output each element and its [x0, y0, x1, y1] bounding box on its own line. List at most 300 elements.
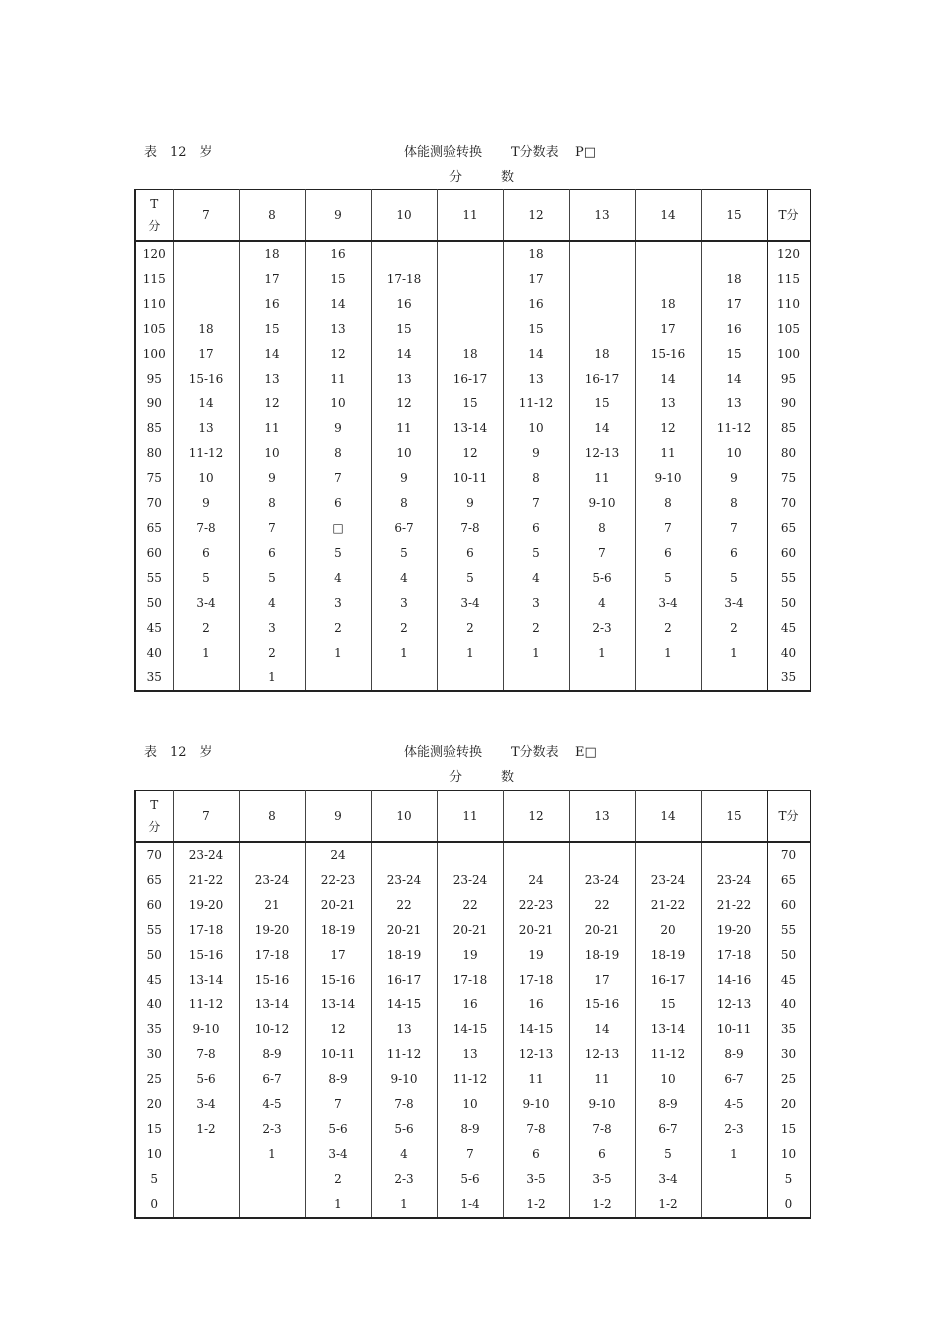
table-cell: 11-12: [437, 1067, 503, 1092]
table-row: [135, 616, 810, 641]
table-cell: [305, 665, 371, 691]
table-cell: 5-6: [569, 566, 635, 591]
table-cell: 20-21: [437, 918, 503, 943]
table-cell: 14: [503, 342, 569, 367]
row-t-score: 120: [135, 241, 173, 267]
row-t-score-right: 95: [780, 371, 797, 386]
table-cell: 11: [371, 416, 437, 441]
table-cell: 18-19: [569, 943, 635, 968]
table-cell: 24: [305, 842, 371, 868]
table-cell: 3-4: [701, 591, 767, 616]
table-cell: 16-17: [437, 367, 503, 392]
table-cell: 16: [305, 241, 371, 267]
row-t-score: 40: [135, 641, 173, 666]
table-cell: 14: [701, 367, 767, 392]
table-cell: 11: [239, 416, 305, 441]
table-cell: 1: [701, 1142, 767, 1167]
header-column-15: 15: [701, 190, 767, 242]
table-cell: 7: [701, 516, 767, 541]
table-cell: 6: [503, 516, 569, 541]
row-t-score-right: 85: [780, 421, 797, 436]
table-cell: [701, 241, 767, 267]
table-cell: 2: [635, 616, 701, 641]
table-cell: 10-11: [305, 1042, 371, 1067]
caption-sub: 分 数: [449, 770, 515, 785]
table-cell: 19-20: [701, 918, 767, 943]
row-t-score: 65: [135, 868, 173, 893]
table-cell: 17: [503, 267, 569, 292]
table-cell: 14-15: [437, 1017, 503, 1042]
table-cell: 7: [503, 491, 569, 516]
table-row: [135, 918, 810, 943]
table-cell: 15: [569, 391, 635, 416]
row-t-score: 20: [135, 1092, 173, 1117]
table-cell: 2: [701, 616, 767, 641]
table-cell: 14: [569, 416, 635, 441]
table-cell: 21-22: [635, 893, 701, 918]
row-t-score-right: 80: [780, 446, 797, 461]
caption-code: E□: [575, 745, 597, 760]
row-t-score: 80: [135, 441, 173, 466]
table-cell: 10-11: [437, 466, 503, 491]
table-cell: [173, 665, 239, 691]
table-row: [135, 665, 810, 691]
row-t-score: 60: [135, 541, 173, 566]
table-cell: [239, 1192, 305, 1218]
table-cell: 2-3: [239, 1117, 305, 1142]
table-cell: 6: [437, 541, 503, 566]
table-cell: 9: [173, 491, 239, 516]
table-cell: 1: [239, 1142, 305, 1167]
table-cell: 17-18: [239, 943, 305, 968]
table-cell: 6: [569, 1142, 635, 1167]
table-cell: [701, 1192, 767, 1218]
row-t-score-right: 5: [784, 1171, 793, 1186]
table-cell: 11: [305, 367, 371, 392]
table-cell: 12: [305, 342, 371, 367]
conversion-table-e: [134, 790, 811, 1219]
table-cell: 9: [371, 466, 437, 491]
table-cell: 9-10: [569, 491, 635, 516]
table-cell: 5: [503, 541, 569, 566]
table-cell: [569, 317, 635, 342]
table-cell: 17: [569, 968, 635, 993]
header-column-9: 9: [305, 190, 371, 242]
conversion-table-p: [134, 189, 811, 692]
table-cell: 11-12: [173, 441, 239, 466]
table-cell: 8: [239, 491, 305, 516]
table-cell: 1: [173, 641, 239, 666]
row-t-score: 55: [135, 918, 173, 943]
table-cell: 22: [569, 893, 635, 918]
header-t-score-right: T分: [767, 791, 810, 843]
table-cell: 15: [371, 317, 437, 342]
table-cell: 16-17: [569, 367, 635, 392]
table-cell: 6: [635, 541, 701, 566]
row-t-score: 85: [135, 416, 173, 441]
table-cell: 11: [503, 1067, 569, 1092]
table-cell: 12: [305, 1017, 371, 1042]
row-t-score-right: 50: [780, 595, 797, 610]
row-t-score-right: 45: [780, 620, 797, 635]
table-cell: [437, 317, 503, 342]
table-cell: 10: [503, 416, 569, 441]
table-cell: 16-17: [371, 968, 437, 993]
table-row: [135, 992, 810, 1017]
table-cell: 18: [173, 317, 239, 342]
table-cell: 15: [305, 267, 371, 292]
table-cell: 9: [503, 441, 569, 466]
header-column-11: 11: [437, 190, 503, 242]
table-cell: 12: [371, 391, 437, 416]
table-cell: 11-12: [173, 992, 239, 1017]
table-cell: 12-13: [503, 1042, 569, 1067]
table-cell: 8: [371, 491, 437, 516]
row-t-score-right: 25: [780, 1072, 797, 1087]
table-cell: 24: [503, 868, 569, 893]
table-row: [135, 541, 810, 566]
table-cell: 5-6: [305, 1117, 371, 1142]
table-cell: 19-20: [173, 893, 239, 918]
table-cell: 1: [371, 1192, 437, 1218]
table-cell: 23-24: [635, 868, 701, 893]
table-cell: 13-14: [437, 416, 503, 441]
table-cell: 8: [635, 491, 701, 516]
table-cell: 18: [503, 241, 569, 267]
row-t-score-right: 35: [780, 1022, 797, 1037]
table-cell: 14-15: [503, 1017, 569, 1042]
table-cell: 1-2: [569, 1192, 635, 1218]
table-cell: 16: [371, 292, 437, 317]
table-cell: 12: [635, 416, 701, 441]
row-t-score: 45: [135, 616, 173, 641]
table-cell: 1-2: [503, 1192, 569, 1218]
table-cell: 17-18: [503, 968, 569, 993]
table-cell: 14: [305, 292, 371, 317]
table-row: [135, 416, 810, 441]
table-cell: 2-3: [701, 1117, 767, 1142]
table-cell: 6: [305, 491, 371, 516]
table-cell: 7: [437, 1142, 503, 1167]
header-score-label: 分: [148, 820, 161, 834]
table-row: [135, 1042, 810, 1067]
table-cell: 12: [437, 441, 503, 466]
row-t-score: 70: [135, 842, 173, 868]
table-row: [135, 566, 810, 591]
table-cell: 13: [173, 416, 239, 441]
header-column-12: 12: [503, 190, 569, 242]
table-cell: 17-18: [173, 918, 239, 943]
table-cell: 6: [503, 1142, 569, 1167]
table-cell: 4: [503, 566, 569, 591]
table-cell: [371, 241, 437, 267]
table-row: [135, 367, 810, 392]
table-cell: 6-7: [635, 1117, 701, 1142]
table-cell: 17-18: [371, 267, 437, 292]
table-cell: 1-2: [173, 1117, 239, 1142]
header-column-7: 7: [173, 190, 239, 242]
table-cell: 20-21: [569, 918, 635, 943]
table-cell: 3-4: [305, 1142, 371, 1167]
row-t-score-right: 40: [780, 645, 797, 660]
table-cell: 2: [503, 616, 569, 641]
table-cell: 12: [239, 391, 305, 416]
table-cell: 1: [305, 1192, 371, 1218]
caption-t-table: T分数表: [511, 745, 559, 760]
table-cell: [239, 842, 305, 868]
table-cell: [173, 1167, 239, 1192]
table-cell: 13-14: [305, 992, 371, 1017]
header-column-11: 11: [437, 791, 503, 843]
table-cell: 6-7: [239, 1067, 305, 1092]
table-cell: 15: [503, 317, 569, 342]
table-cell: 18: [635, 292, 701, 317]
table-row: [135, 267, 810, 292]
table-cell: 17: [305, 943, 371, 968]
table-cell: 11-12: [635, 1042, 701, 1067]
caption-left: 表 12 岁: [144, 745, 213, 760]
table-cell: 9-10: [569, 1092, 635, 1117]
table-cell: [569, 241, 635, 267]
table-cell: 13: [371, 1017, 437, 1042]
table-cell: 7: [305, 1092, 371, 1117]
table-cell: 21-22: [701, 893, 767, 918]
table-cell: 5: [173, 566, 239, 591]
row-t-score-right: 40: [780, 997, 797, 1012]
table-cell: 11: [569, 466, 635, 491]
table-cell: 18-19: [635, 943, 701, 968]
table-cell: 17: [635, 317, 701, 342]
table-cell: 7-8: [173, 1042, 239, 1067]
table-cell: 2: [173, 616, 239, 641]
table-cell: 7: [305, 466, 371, 491]
row-t-score-right: 10: [780, 1146, 797, 1161]
table-cell: 13-14: [173, 968, 239, 993]
header-t-label: T: [150, 197, 159, 211]
table-cell: 3-5: [569, 1167, 635, 1192]
header-column-13: 13: [569, 190, 635, 242]
table-cell: 15: [437, 391, 503, 416]
table-cell: 4-5: [239, 1092, 305, 1117]
row-t-score: 50: [135, 943, 173, 968]
table-cell: 12-13: [701, 992, 767, 1017]
table-cell: [437, 267, 503, 292]
table-row: [135, 1142, 810, 1167]
table-cell: 22-23: [503, 893, 569, 918]
table-cell: 6-7: [701, 1067, 767, 1092]
table-cell: 23-24: [569, 868, 635, 893]
row-t-score: 45: [135, 968, 173, 993]
table-cell: 7-8: [437, 516, 503, 541]
row-t-score: 0: [135, 1192, 173, 1218]
row-t-score: 90: [135, 391, 173, 416]
table-cell: 19-20: [239, 918, 305, 943]
table-cell: 3-4: [635, 591, 701, 616]
table-cell: 15: [635, 992, 701, 1017]
row-t-score-right: 70: [780, 848, 797, 862]
row-t-score: 50: [135, 591, 173, 616]
table-cell: [437, 842, 503, 868]
table-cell: 1: [701, 641, 767, 666]
caption-title: 体能测验转换: [404, 145, 483, 160]
row-t-score-right: 100: [777, 346, 800, 361]
table-cell: 10: [701, 441, 767, 466]
table-cell: 15-16: [173, 943, 239, 968]
table-cell: □: [305, 516, 371, 541]
header-t-score: [135, 791, 173, 843]
table-row: [135, 441, 810, 466]
table-cell: 6: [701, 541, 767, 566]
table-cell: 22-23: [305, 868, 371, 893]
table-cell: [503, 665, 569, 691]
table-cell: 7-8: [503, 1117, 569, 1142]
table-cell: 1: [437, 641, 503, 666]
table-cell: 3-4: [437, 591, 503, 616]
table-cell: 1: [239, 665, 305, 691]
row-t-score-right: 70: [780, 496, 797, 511]
table-cell: 7-8: [371, 1092, 437, 1117]
header-column-15: 15: [701, 791, 767, 843]
row-t-score-right: 65: [780, 520, 797, 535]
table-cell: 13: [701, 391, 767, 416]
table-cell: [173, 292, 239, 317]
header-row: [135, 190, 810, 242]
table-cell: 10-12: [239, 1017, 305, 1042]
row-t-score-right: 0: [784, 1196, 793, 1211]
table-cell: 13: [305, 317, 371, 342]
row-t-score-right: 110: [777, 296, 800, 311]
header-column-8: 8: [239, 190, 305, 242]
header-t-score: [135, 190, 173, 242]
table-row: [135, 842, 810, 868]
table-cell: 14: [173, 391, 239, 416]
table-cell: 16: [239, 292, 305, 317]
table-cell: 15-16: [635, 342, 701, 367]
header-row: [135, 791, 810, 843]
table-cell: 2: [239, 641, 305, 666]
table-row: [135, 1017, 810, 1042]
row-t-score: 35: [135, 1017, 173, 1042]
table-cell: [371, 842, 437, 868]
table-cell: 11: [635, 441, 701, 466]
table-row: [135, 342, 810, 367]
table-cell: 15: [701, 342, 767, 367]
header-t-score-right: T分: [767, 190, 810, 242]
table-cell: 19: [437, 943, 503, 968]
table-cell: 7: [569, 541, 635, 566]
table-cell: 13: [437, 1042, 503, 1067]
caption-left: 表 12 岁: [144, 145, 213, 160]
row-t-score-right: 45: [780, 972, 797, 987]
table-cell: 9: [701, 466, 767, 491]
row-t-score: 105: [135, 317, 173, 342]
table-cell: [569, 267, 635, 292]
table-cell: 20-21: [305, 893, 371, 918]
table-cell: 23-24: [437, 868, 503, 893]
table-cell: [701, 665, 767, 691]
row-t-score-right: 50: [780, 947, 797, 962]
table-cell: 17-18: [437, 968, 503, 993]
table-cell: 1: [569, 641, 635, 666]
table-cell: 13: [239, 367, 305, 392]
table-cell: 1-2: [635, 1192, 701, 1218]
table-cell: 1: [371, 641, 437, 666]
caption-title: 体能测验转换: [404, 745, 483, 760]
table-cell: 5: [701, 566, 767, 591]
table-cell: [635, 267, 701, 292]
table-cell: 13-14: [239, 992, 305, 1017]
header-t-label: T: [150, 798, 159, 812]
row-t-score-right: 20: [780, 1097, 797, 1112]
table-cell: 6-7: [371, 516, 437, 541]
table-cell: 3-4: [173, 591, 239, 616]
table-cell: 13: [371, 367, 437, 392]
row-t-score: 95: [135, 367, 173, 392]
table-cell: 10: [239, 441, 305, 466]
table-cell: 11-12: [701, 416, 767, 441]
table-cell: 15-16: [305, 968, 371, 993]
row-t-score: 75: [135, 466, 173, 491]
table-cell: [173, 241, 239, 267]
table-cell: 21-22: [173, 868, 239, 893]
table-cell: 20: [635, 918, 701, 943]
table-cell: [635, 665, 701, 691]
table-cell: 6: [173, 541, 239, 566]
table-cell: 17: [239, 267, 305, 292]
row-t-score: 100: [135, 342, 173, 367]
table-header: [135, 791, 810, 843]
table-cell: 16: [701, 317, 767, 342]
table-cell: 17-18: [701, 943, 767, 968]
table-cell: 2-3: [371, 1167, 437, 1192]
table-cell: [371, 665, 437, 691]
row-t-score: 25: [135, 1067, 173, 1092]
table-row: [135, 968, 810, 993]
table-cell: 4: [305, 566, 371, 591]
row-t-score-right: 60: [780, 897, 797, 912]
table-cell: 15-16: [239, 968, 305, 993]
table-cell: 6: [239, 541, 305, 566]
table-cell: 9-10: [503, 1092, 569, 1117]
table-row: [135, 317, 810, 342]
table-row: [135, 1192, 810, 1218]
header-column-7: 7: [173, 791, 239, 843]
row-t-score: 35: [135, 665, 173, 691]
table-cell: 18-19: [371, 943, 437, 968]
table-cell: [173, 1142, 239, 1167]
table-cell: 20-21: [503, 918, 569, 943]
table-cell: 15: [239, 317, 305, 342]
table-cell: 2-3: [569, 616, 635, 641]
table-cell: 10: [371, 441, 437, 466]
table-cell: 5-6: [173, 1067, 239, 1092]
table-cell: 1: [305, 641, 371, 666]
row-t-score-right: 90: [780, 396, 797, 411]
row-t-score: 15: [135, 1117, 173, 1142]
table-cell: 3: [305, 591, 371, 616]
table-cell: 2: [371, 616, 437, 641]
table-cell: 8: [701, 491, 767, 516]
table-cell: 3: [503, 591, 569, 616]
table-cell: 5: [239, 566, 305, 591]
table-row: [135, 391, 810, 416]
table-cell: 16: [503, 992, 569, 1017]
table-cell: 4: [371, 1142, 437, 1167]
table-cell: 3-5: [503, 1167, 569, 1192]
table-cell: 4-5: [701, 1092, 767, 1117]
table-cell: 10: [635, 1067, 701, 1092]
table-row: [135, 491, 810, 516]
